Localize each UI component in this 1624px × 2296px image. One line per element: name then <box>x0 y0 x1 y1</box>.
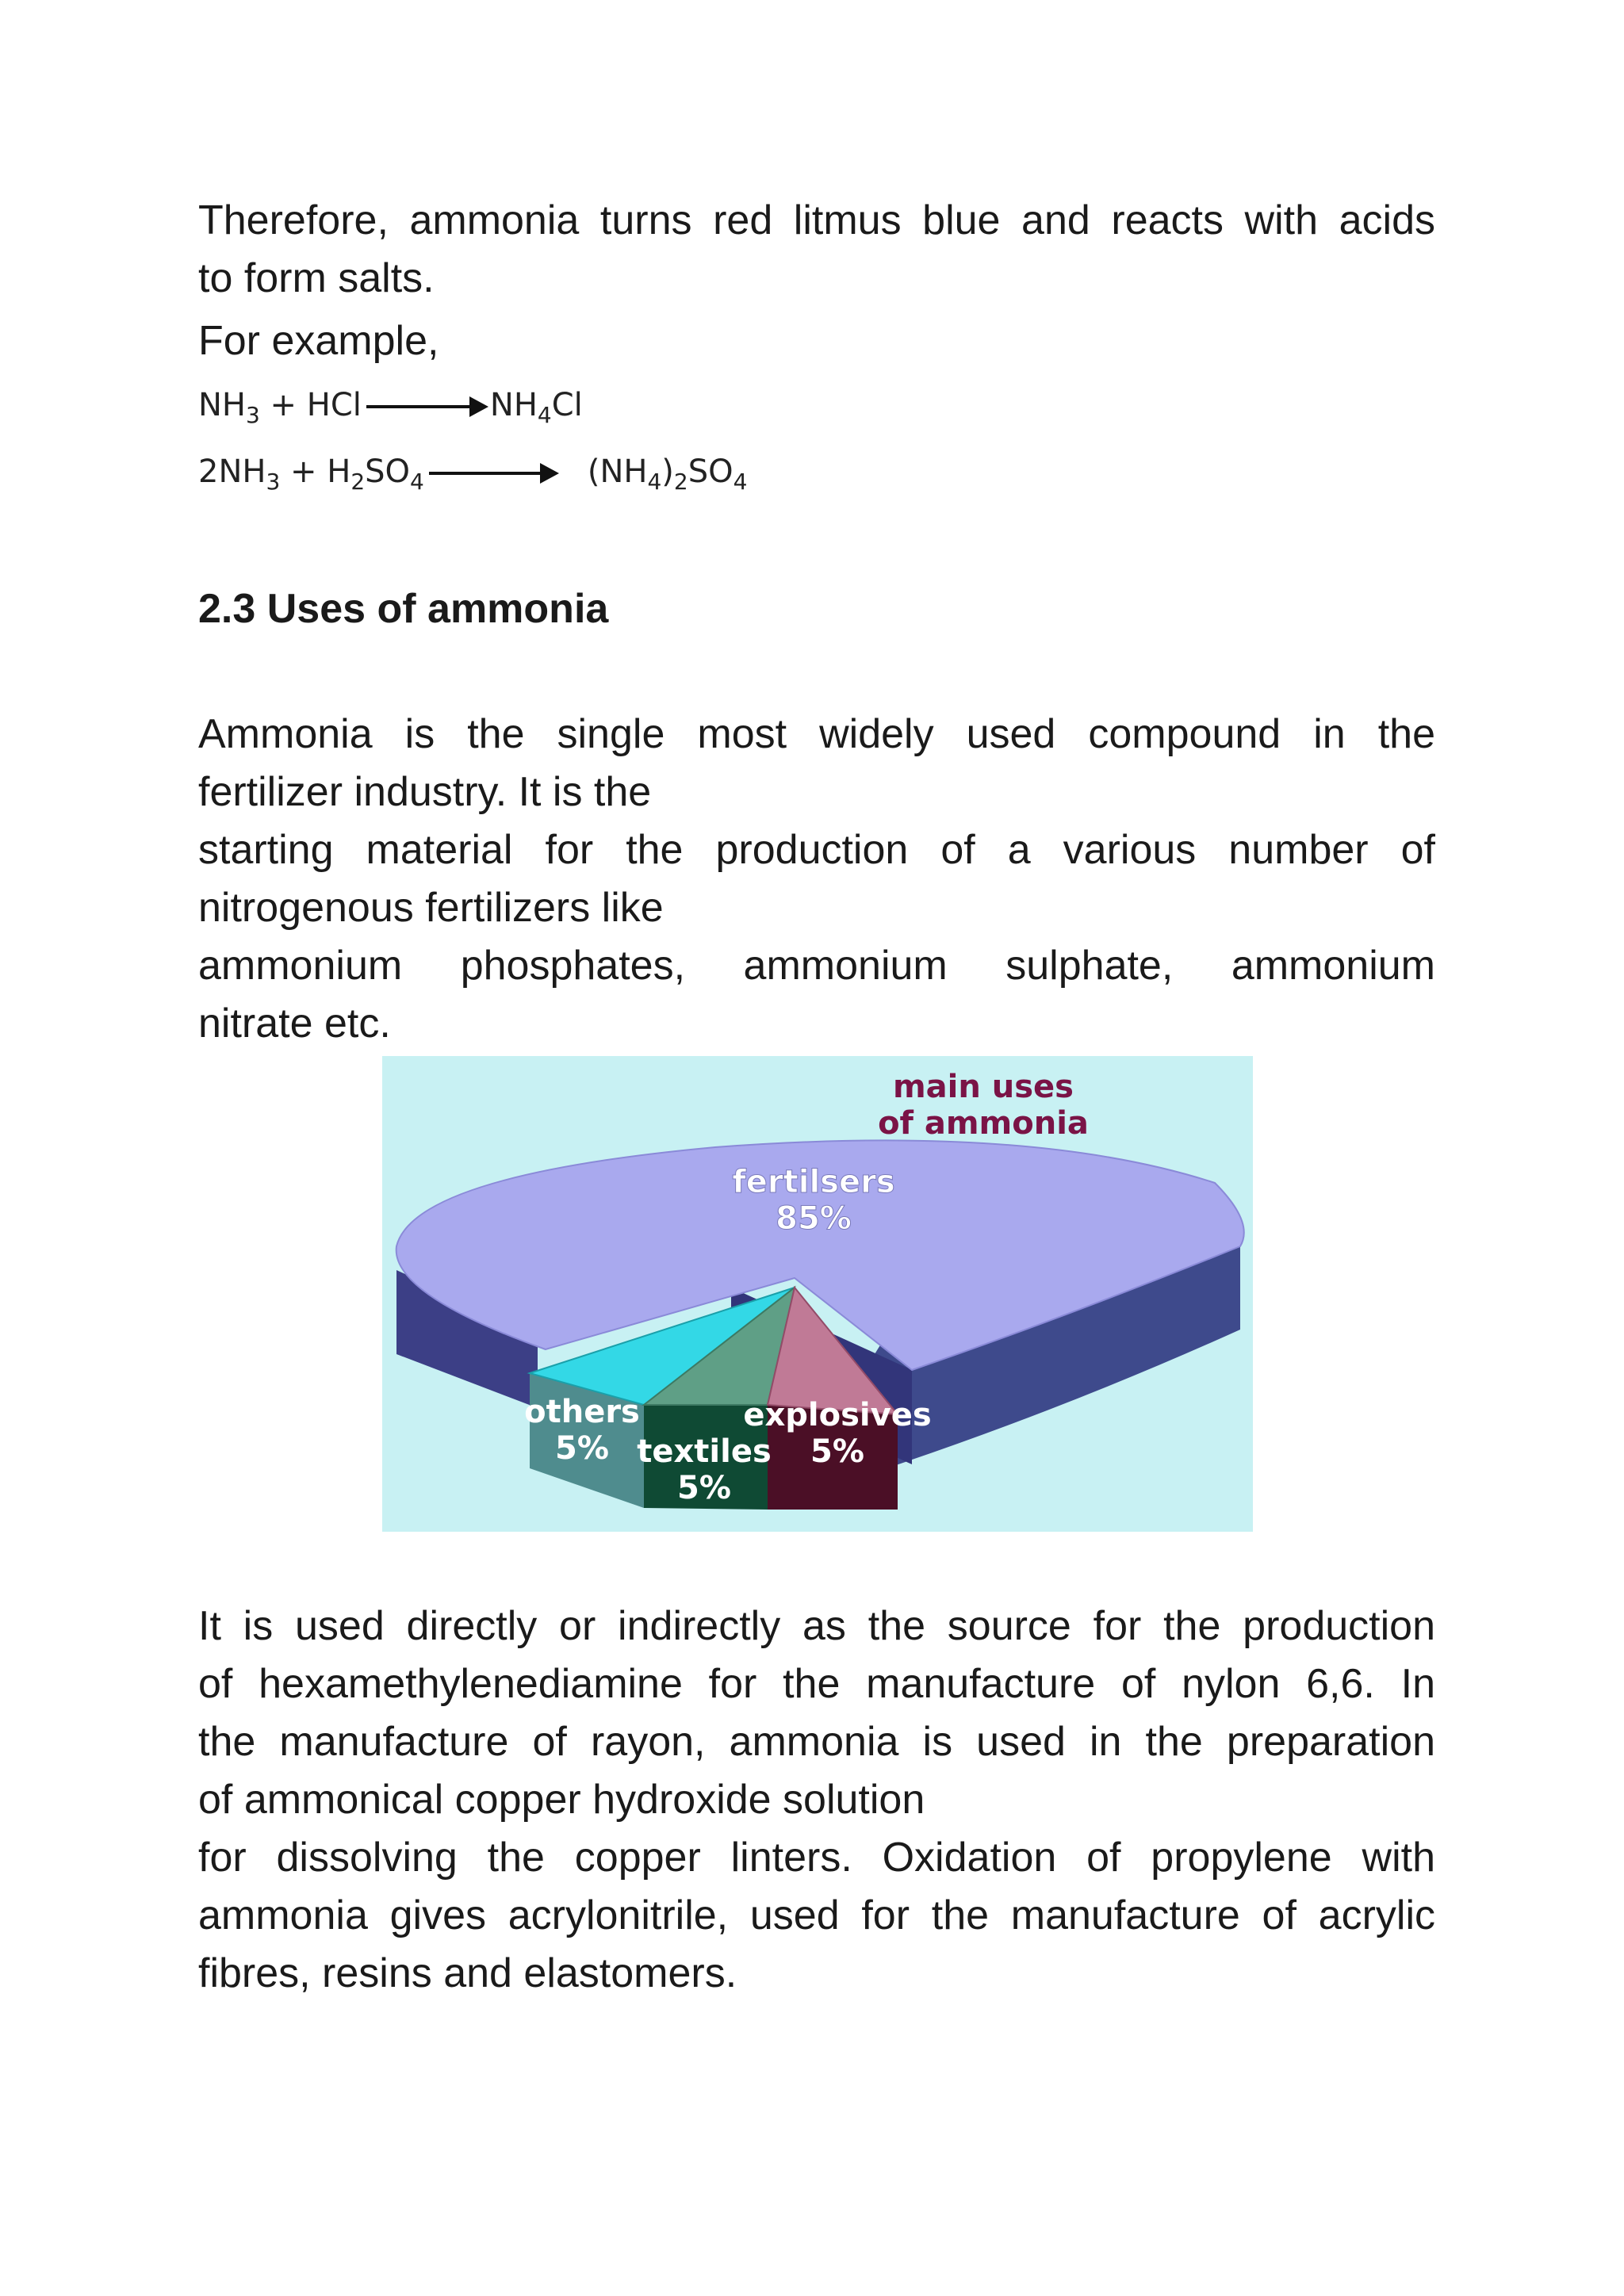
slice-value-fertilisers: 85% <box>776 1200 852 1237</box>
uses-paragraph <box>198 706 1435 1053</box>
text-line: nitrate etc. <box>198 1001 391 1047</box>
section-heading: 2.3 Uses of ammonia <box>198 586 609 632</box>
text-line: to form salts. <box>198 255 435 301</box>
equation-1: $NH_3$ + HCl $NH_4Cl$ <box>198 387 583 428</box>
slice-value-others: 5% <box>555 1430 609 1467</box>
text-line: ammonia gives acrylonitrile, used for the manufacture of acrylic <box>198 1892 1435 1938</box>
chart-title-line-1: main uses <box>892 1069 1074 1105</box>
text-line: Therefore, ammonia turns red litmus blue and reacts with acids <box>198 197 1435 243</box>
text-line: the manufacture of rayon, ammonia is used in the preparation <box>198 1719 1435 1765</box>
slice-label-textiles: textiles <box>637 1433 772 1470</box>
text-line: nitrogenous fertilizers like <box>198 885 664 931</box>
slice-label-others: others <box>524 1394 640 1430</box>
text-line: of hexamethylenediamine for the manufacture of nylon 6,6. In <box>198 1661 1435 1707</box>
pie-chart <box>382 1056 1253 1532</box>
text-line: It is used directly or indirectly as the source for the production <box>198 1603 1435 1649</box>
intro-paragraph <box>198 192 1435 308</box>
pie-chart-figure <box>382 1056 1253 1532</box>
arrow-icon <box>429 472 556 475</box>
applications-paragraph <box>198 1598 1435 2003</box>
slice-value-explosives: 5% <box>810 1433 864 1470</box>
text-line: fertilizer industry. It is the <box>198 769 652 815</box>
text-line: ammonium phosphates, ammonium sulphate, ammonium <box>198 943 1435 989</box>
text-line: fibres, resins and elastomers. <box>198 1950 737 1996</box>
chart-title-line-2: of ammonia <box>878 1105 1089 1142</box>
for-example-label: For example, <box>198 318 439 364</box>
arrow-icon <box>366 405 485 408</box>
text-line: for dissolving the copper linters. Oxidation of propylene with <box>198 1835 1435 1881</box>
text-line: starting material for the production of a various number of <box>198 827 1435 873</box>
text-line: Ammonia is the single most widely used compound in the <box>198 711 1435 757</box>
slice-label-explosives: explosives <box>743 1397 932 1433</box>
slice-label-fertilisers: fertilsers <box>732 1164 895 1200</box>
text-line: of ammonical copper hydroxide solution <box>198 1777 925 1823</box>
equation-2: $2NH_3 + H_2SO_4$ $(NH_4)_2SO_4$ <box>198 453 748 495</box>
slice-value-textiles: 5% <box>677 1470 731 1506</box>
